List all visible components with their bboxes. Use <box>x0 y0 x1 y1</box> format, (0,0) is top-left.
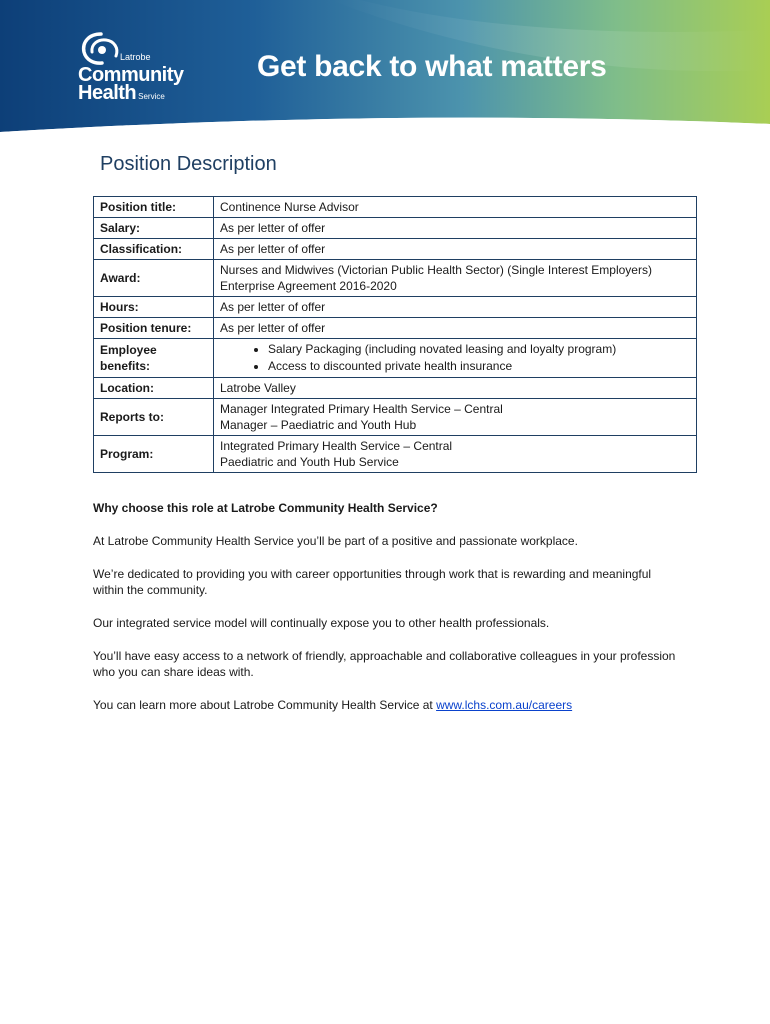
row-value: As per letter of offer <box>214 218 697 239</box>
row-value <box>214 399 697 436</box>
row-value: As per letter of offer <box>214 297 697 318</box>
row-label: Position tenure: <box>94 318 214 339</box>
logo-text-health <box>78 82 165 105</box>
program-line: Integrated Primary Health Service – Central <box>220 439 453 453</box>
learn-more-paragraph <box>93 697 683 713</box>
row-label: Classification: <box>94 239 214 260</box>
header-banner <box>0 0 770 140</box>
table-row <box>94 239 697 260</box>
careers-link[interactable]: www.lchs.com.au/careers <box>436 698 573 712</box>
row-value <box>214 436 697 473</box>
table-row <box>94 197 697 218</box>
table-row <box>94 378 697 399</box>
table-row <box>94 436 697 473</box>
benefits-list <box>220 341 690 375</box>
row-label: Hours: <box>94 297 214 318</box>
row-value: Latrobe Valley <box>214 378 697 399</box>
award-line: Enterprise Agreement 2016-2020 <box>220 279 397 293</box>
reports-line: Manager – Paediatric and Youth Hub <box>220 418 417 432</box>
row-label: Program: <box>94 436 214 473</box>
paragraph: At Latrobe Community Health Service you’ll be part of a positive and passionate workplace. <box>93 534 578 548</box>
banner-tagline: Get back to what matters <box>257 50 607 83</box>
table-row <box>94 297 697 318</box>
paragraph: We’re dedicated to providing you with career opportunities through work that is rewarding and meaningful within the community. <box>93 567 652 597</box>
row-value: As per letter of offer <box>214 318 697 339</box>
row-label: Location: <box>94 378 214 399</box>
logo-text-service: Service <box>138 92 165 101</box>
row-value <box>214 339 697 378</box>
body-text <box>93 500 683 730</box>
table-row <box>94 399 697 436</box>
row-label: Employee benefits: <box>94 339 214 378</box>
row-value <box>214 260 697 297</box>
logo-text-latrobe: Latrobe <box>120 52 151 62</box>
logo-health-word: Health <box>78 82 137 104</box>
row-label: Reports to: <box>94 399 214 436</box>
table-row <box>94 218 697 239</box>
table-row <box>94 260 697 297</box>
row-label: Award: <box>94 260 214 297</box>
paragraph: You’ll have easy access to a network of friendly, approachable and collaborative colleagues in your profession who you can share ideas with. <box>93 649 676 679</box>
position-details-table <box>93 196 697 473</box>
lchs-logo <box>78 30 198 105</box>
list-item: • Salary Packaging (including novated leasing and loyalty program) <box>268 341 690 358</box>
why-heading: Why choose this role at Latrobe Community Health Service? <box>93 501 438 515</box>
paragraph: Our integrated service model will continually expose you to other health professionals. <box>93 616 550 630</box>
page-title: Position Description <box>100 153 277 175</box>
reports-line: Manager Integrated Primary Health Service – Central <box>220 402 503 416</box>
logo-text-community: Community <box>78 64 184 86</box>
row-value: As per letter of offer <box>214 239 697 260</box>
program-line: Paediatric and Youth Hub Service <box>220 455 399 469</box>
row-value: Continence Nurse Advisor <box>214 197 697 218</box>
list-item: • Access to discounted private health insurance <box>268 358 690 375</box>
row-label: Position title: <box>94 197 214 218</box>
row-label: Salary: <box>94 218 214 239</box>
table-row <box>94 318 697 339</box>
table-row <box>94 339 697 378</box>
award-line: Nurses and Midwives (Victorian Public Health Sector) (Single Interest Employers) <box>220 263 652 277</box>
learn-more-text: You can learn more about Latrobe Community Health Service at <box>93 698 437 712</box>
